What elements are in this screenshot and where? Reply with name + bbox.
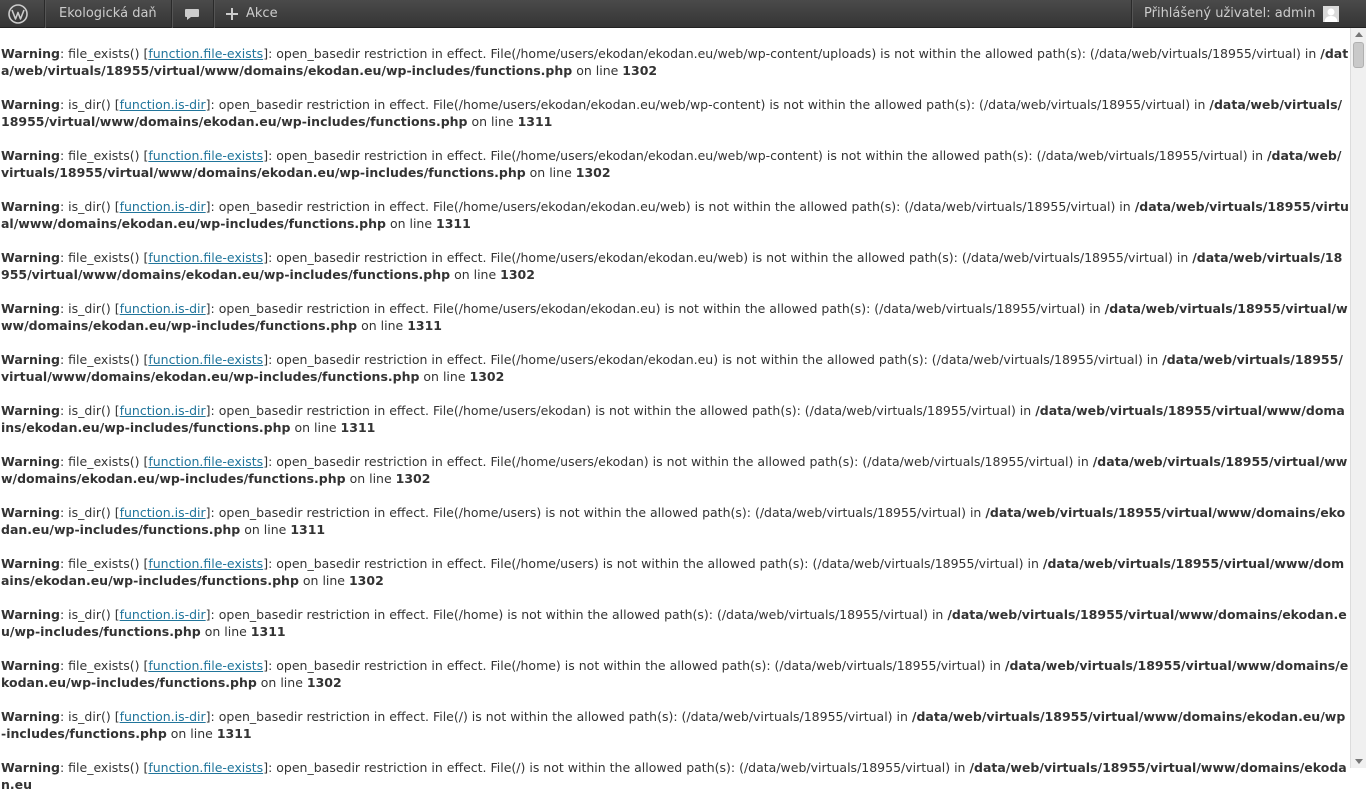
warning-message: [1, 555, 1349, 589]
function-name: is_dir(): [68, 505, 111, 520]
punctuation: [: [139, 454, 149, 469]
warning-message: [1, 198, 1349, 232]
warning-label: Warning: [1, 250, 60, 265]
punctuation: :: [59, 403, 69, 418]
punctuation: [: [139, 46, 149, 61]
function-name: file_exists(): [68, 148, 140, 163]
line-number: 1302: [500, 267, 535, 282]
avatar[interactable]: [1323, 6, 1339, 22]
file-path: /data/web/virtuals/18955/virtual/www/domains/ekodan.eu/wp-includes/functions.php: [1, 505, 1346, 537]
warning-message: [1, 504, 1349, 538]
punctuation: [: [110, 199, 120, 214]
warning-label: Warning: [1, 556, 60, 571]
comment-icon[interactable]: [184, 8, 200, 21]
punctuation: :: [59, 658, 69, 673]
warning-label: Warning: [1, 97, 60, 112]
punctuation: :: [59, 148, 69, 163]
punctuation: [: [110, 607, 120, 622]
function-doc-link[interactable]: function.is-dir: [119, 199, 206, 214]
punctuation: ]: [205, 199, 211, 214]
file-path: /data/web/virtuals/18955/virtual/www/domains/ekodan.eu/wp-includes/functions.php: [1, 607, 1347, 639]
warning-text: : open_basedir restriction in effect. File(/home/users/ekodan/ekodan.eu/web/wp-content) is not within the allowed path(s): (/data/web/virtuals/18955/virtual) in: [210, 97, 1210, 112]
file-path: /data/web/virtuals/18955/virtual/www/domains/ekodan.eu/wp-includes/functions.php: [1, 199, 1349, 231]
line-number: 1302: [575, 165, 611, 180]
line-number: 1302: [348, 573, 384, 588]
php-warnings-output: [0, 28, 1350, 792]
punctuation: :: [59, 454, 69, 469]
punctuation: [: [139, 556, 149, 571]
file-path: /data/web/virtuals/18955/virtual/www/domains/ekodan.eu: [1, 760, 1347, 792]
warning-text: : open_basedir restriction in effect. File(/home/users/ekodan) is not within the allowed path(s): (/data/web/virtuals/18955/virtual) in: [268, 454, 1093, 469]
on-line-text: on line: [298, 573, 349, 588]
file-path: /data/web/virtuals/18955/virtual/www/domains/ekodan.eu/wp-includes/functions.php: [1, 454, 1348, 486]
function-name: file_exists(): [68, 352, 140, 367]
warning-label: Warning: [1, 658, 60, 673]
file-path: /data/web/virtuals/18955/virtual/www/domains/ekodan.eu/wp-includes/functions.php: [1, 658, 1349, 690]
function-doc-link[interactable]: function.file-exists: [148, 454, 264, 469]
warning-message: [1, 96, 1349, 130]
file-path: /data/web/virtuals/18955/virtual/www/domains/ekodan.eu/wp-includes/functions.php: [1, 352, 1343, 384]
function-name: file_exists(): [68, 250, 140, 265]
punctuation: [: [139, 658, 149, 673]
warning-message: [1, 606, 1349, 640]
punctuation: [: [110, 709, 120, 724]
line-number: 1302: [306, 675, 342, 690]
on-line-text: on line: [525, 165, 576, 180]
warning-text: : open_basedir restriction in effect. File(/home) is not within the allowed path(s): (/data/web/virtuals/18955/virtual) in: [268, 658, 1005, 673]
function-name: is_dir(): [68, 709, 111, 724]
on-line-text: on line: [256, 675, 307, 690]
punctuation: ]: [205, 301, 211, 316]
line-number: 1311: [216, 726, 252, 741]
warning-message: [1, 45, 1349, 79]
function-name: is_dir(): [68, 199, 111, 214]
admin-bar-separator: [213, 0, 214, 28]
warning-message: [1, 300, 1349, 334]
punctuation: [: [139, 148, 149, 163]
warning-label: Warning: [1, 760, 60, 775]
file-path: /data/web/virtuals/18955/virtual/www/domains/ekodan.eu/wp-includes/functions.php: [1, 148, 1342, 180]
warning-label: Warning: [1, 301, 60, 316]
punctuation: :: [59, 97, 69, 112]
punctuation: ]: [205, 403, 211, 418]
on-line-text: on line: [450, 267, 501, 282]
on-line-text: on line: [240, 522, 291, 537]
punctuation: [: [139, 352, 149, 367]
function-name: file_exists(): [68, 556, 140, 571]
punctuation: ]: [205, 97, 211, 112]
file-path: /data/web/virtuals/18955/virtual/www/domains/ekodan.eu/wp-includes/functions.php: [1, 97, 1343, 129]
file-path: /data/web/virtuals/18955/virtual/www/domains/ekodan.eu/wp-includes/functions.php: [1, 250, 1343, 282]
function-name: file_exists(): [68, 658, 140, 673]
warning-message: [1, 453, 1349, 487]
warning-text: : open_basedir restriction in effect. File(/home/users/ekodan/ekodan.eu/web) is not within the allowed path(s): (/data/web/virtuals/18955/virtual) in: [268, 250, 1193, 265]
warning-message: [1, 351, 1349, 385]
function-doc-link[interactable]: function.file-exists: [148, 352, 264, 367]
warning-text: : open_basedir restriction in effect. File(/home/users/ekodan/ekodan.eu) is not within the allowed path(s): (/data/web/virtuals/18955/virtual) in: [268, 352, 1163, 367]
line-number: 1302: [469, 369, 505, 384]
function-doc-link[interactable]: function.file-exists: [148, 148, 264, 163]
scroll-thumb[interactable]: [1353, 42, 1364, 68]
function-doc-link[interactable]: function.is-dir: [119, 505, 206, 520]
function-doc-link[interactable]: function.file-exists: [148, 760, 264, 775]
line-number: 1311: [407, 318, 442, 333]
warning-text: : open_basedir restriction in effect. File(/home/users/ekodan/ekodan.eu/web) is not within the allowed path(s): (/data/web/virtuals/18955/virtual) in: [210, 199, 1135, 214]
function-name: file_exists(): [68, 46, 140, 61]
warning-text: : open_basedir restriction in effect. File(/home/users) is not within the allowed path(s): (/data/web/virtuals/18955/virtual) in: [268, 556, 1043, 571]
on-line-text: on line: [467, 114, 518, 129]
punctuation: [: [139, 760, 149, 775]
warning-label: Warning: [1, 454, 60, 469]
function-doc-link[interactable]: function.file-exists: [148, 556, 264, 571]
function-doc-link[interactable]: function.file-exists: [148, 46, 264, 61]
admin-bar-separator: [171, 0, 172, 28]
plus-icon[interactable]: [226, 8, 238, 20]
warning-label: Warning: [1, 352, 60, 367]
punctuation: [: [139, 250, 149, 265]
warning-text: : open_basedir restriction in effect. File(/home/users/ekodan/ekodan.eu/web/wp-content/uploads) is not within the allowed path(s): (/data/web/virtuals/18955/virtual) in: [268, 46, 1321, 61]
on-line-text: on line: [357, 318, 408, 333]
punctuation: [: [110, 301, 120, 316]
scroll-up-arrow-icon[interactable]: [1355, 32, 1363, 37]
punctuation: :: [59, 352, 69, 367]
line-number: 1302: [395, 471, 431, 486]
punctuation: :: [59, 199, 69, 214]
on-line-text: on line: [385, 216, 437, 231]
punctuation: ]: [263, 454, 269, 469]
file-path: /data/web/virtuals/18955/virtual/www/domains/ekodan.eu/wp-includes/functions.php: [1, 556, 1345, 588]
site-name-link[interactable]: Ekologická daň: [59, 6, 157, 21]
warning-text: : open_basedir restriction in effect. File(/home/users/ekodan) is not within the allowed path(s): (/data/web/virtuals/18955/virtual) in: [210, 403, 1036, 418]
function-name: is_dir(): [68, 97, 111, 112]
punctuation: [: [110, 403, 120, 418]
punctuation: ]: [263, 250, 269, 265]
on-line-text: on line: [290, 420, 341, 435]
function-name: is_dir(): [68, 607, 111, 622]
warning-label: Warning: [1, 709, 60, 724]
warning-message: [1, 402, 1349, 436]
function-doc-link[interactable]: function.is-dir: [119, 301, 206, 316]
function-doc-link[interactable]: function.is-dir: [119, 709, 206, 724]
line-number: 1311: [436, 216, 471, 231]
logged-in-user-menu[interactable]: Přihlášený uživatel: admin: [1144, 6, 1316, 21]
punctuation: ]: [263, 760, 269, 775]
punctuation: :: [59, 505, 69, 520]
punctuation: [: [110, 97, 120, 112]
function-doc-link[interactable]: function.is-dir: [119, 607, 206, 622]
file-path: /data/web/virtuals/18955/virtual/www/domains/ekodan.eu/wp-includes/functions.php: [1, 46, 1349, 78]
warning-text: : open_basedir restriction in effect. File(/) is not within the allowed path(s): (/data/web/virtuals/18955/virtual) in: [268, 760, 970, 775]
file-path: /data/web/virtuals/18955/virtual/www/domains/ekodan.eu/wp-includes/functions.php: [1, 709, 1346, 741]
function-name: file_exists(): [68, 760, 140, 775]
on-line-text: on line: [166, 726, 217, 741]
function-name: is_dir(): [68, 403, 111, 418]
punctuation: :: [59, 760, 69, 775]
punctuation: ]: [263, 352, 269, 367]
warning-label: Warning: [1, 199, 60, 214]
warning-message: [1, 147, 1349, 181]
warning-message: [1, 759, 1349, 793]
line-number: 1311: [340, 420, 376, 435]
user-avatar-icon: [1323, 6, 1339, 22]
new-content-menu[interactable]: Akce: [246, 6, 278, 21]
punctuation: ]: [263, 148, 269, 163]
punctuation: :: [59, 709, 69, 724]
warning-message: [1, 657, 1349, 691]
function-doc-link[interactable]: function.file-exists: [148, 250, 264, 265]
warning-label: Warning: [1, 505, 60, 520]
line-number: 1311: [250, 624, 286, 639]
function-doc-link[interactable]: function.file-exists: [148, 658, 264, 673]
warning-text: : open_basedir restriction in effect. File(/home/users/ekodan/ekodan.eu/web/wp-content) is not within the allowed path(s): (/data/web/virtuals/18955/virtual) in: [268, 148, 1267, 163]
punctuation: :: [59, 250, 69, 265]
punctuation: ]: [263, 556, 269, 571]
warning-label: Warning: [1, 46, 60, 61]
line-number: 1311: [517, 114, 553, 129]
on-line-text: on line: [572, 63, 623, 78]
line-number: 1302: [622, 63, 658, 78]
warning-text: : open_basedir restriction in effect. File(/home/users) is not within the allowed path(s): (/data/web/virtuals/18955/virtual) in: [210, 505, 986, 520]
punctuation: ]: [205, 709, 211, 724]
admin-bar-separator: [44, 0, 45, 28]
wordpress-logo-icon[interactable]: [8, 4, 28, 24]
warning-message: [1, 708, 1349, 742]
scroll-down-arrow-icon[interactable]: [1355, 759, 1363, 764]
function-name: file_exists(): [68, 454, 140, 469]
warning-text: : open_basedir restriction in effect. File(/) is not within the allowed path(s): (/data/web/virtuals/18955/virtual) in: [210, 709, 912, 724]
warning-label: Warning: [1, 607, 60, 622]
function-doc-link[interactable]: function.is-dir: [119, 97, 206, 112]
warning-label: Warning: [1, 148, 60, 163]
punctuation: ]: [205, 505, 211, 520]
warning-message: [1, 249, 1349, 283]
punctuation: ]: [205, 607, 211, 622]
punctuation: [: [110, 505, 120, 520]
punctuation: :: [59, 607, 69, 622]
function-name: is_dir(): [68, 301, 111, 316]
admin-bar: [0, 0, 1366, 28]
on-line-text: on line: [419, 369, 470, 384]
admin-bar-separator: [1131, 0, 1132, 28]
punctuation: :: [59, 556, 69, 571]
on-line-text: on line: [345, 471, 396, 486]
warning-text: : open_basedir restriction in effect. File(/home) is not within the allowed path(s): (/data/web/virtuals/18955/virtual) in: [210, 607, 948, 622]
punctuation: :: [59, 301, 69, 316]
warning-label: Warning: [1, 403, 60, 418]
vertical-scrollbar[interactable]: [1350, 28, 1366, 768]
warning-text: : open_basedir restriction in effect. File(/home/users/ekodan/ekodan.eu) is not within the allowed path(s): (/data/web/virtuals/18955/virtual) in: [210, 301, 1105, 316]
function-doc-link[interactable]: function.is-dir: [119, 403, 206, 418]
on-line-text: on line: [200, 624, 251, 639]
line-number: 1311: [290, 522, 326, 537]
punctuation: ]: [263, 658, 269, 673]
file-path: /data/web/virtuals/18955/virtual/www/domains/ekodan.eu/wp-includes/functions.php: [1, 403, 1345, 435]
file-path: /data/web/virtuals/18955/virtual/www/domains/ekodan.eu/wp-includes/functions.php: [1, 301, 1348, 333]
punctuation: ]: [263, 46, 269, 61]
punctuation: :: [59, 46, 69, 61]
